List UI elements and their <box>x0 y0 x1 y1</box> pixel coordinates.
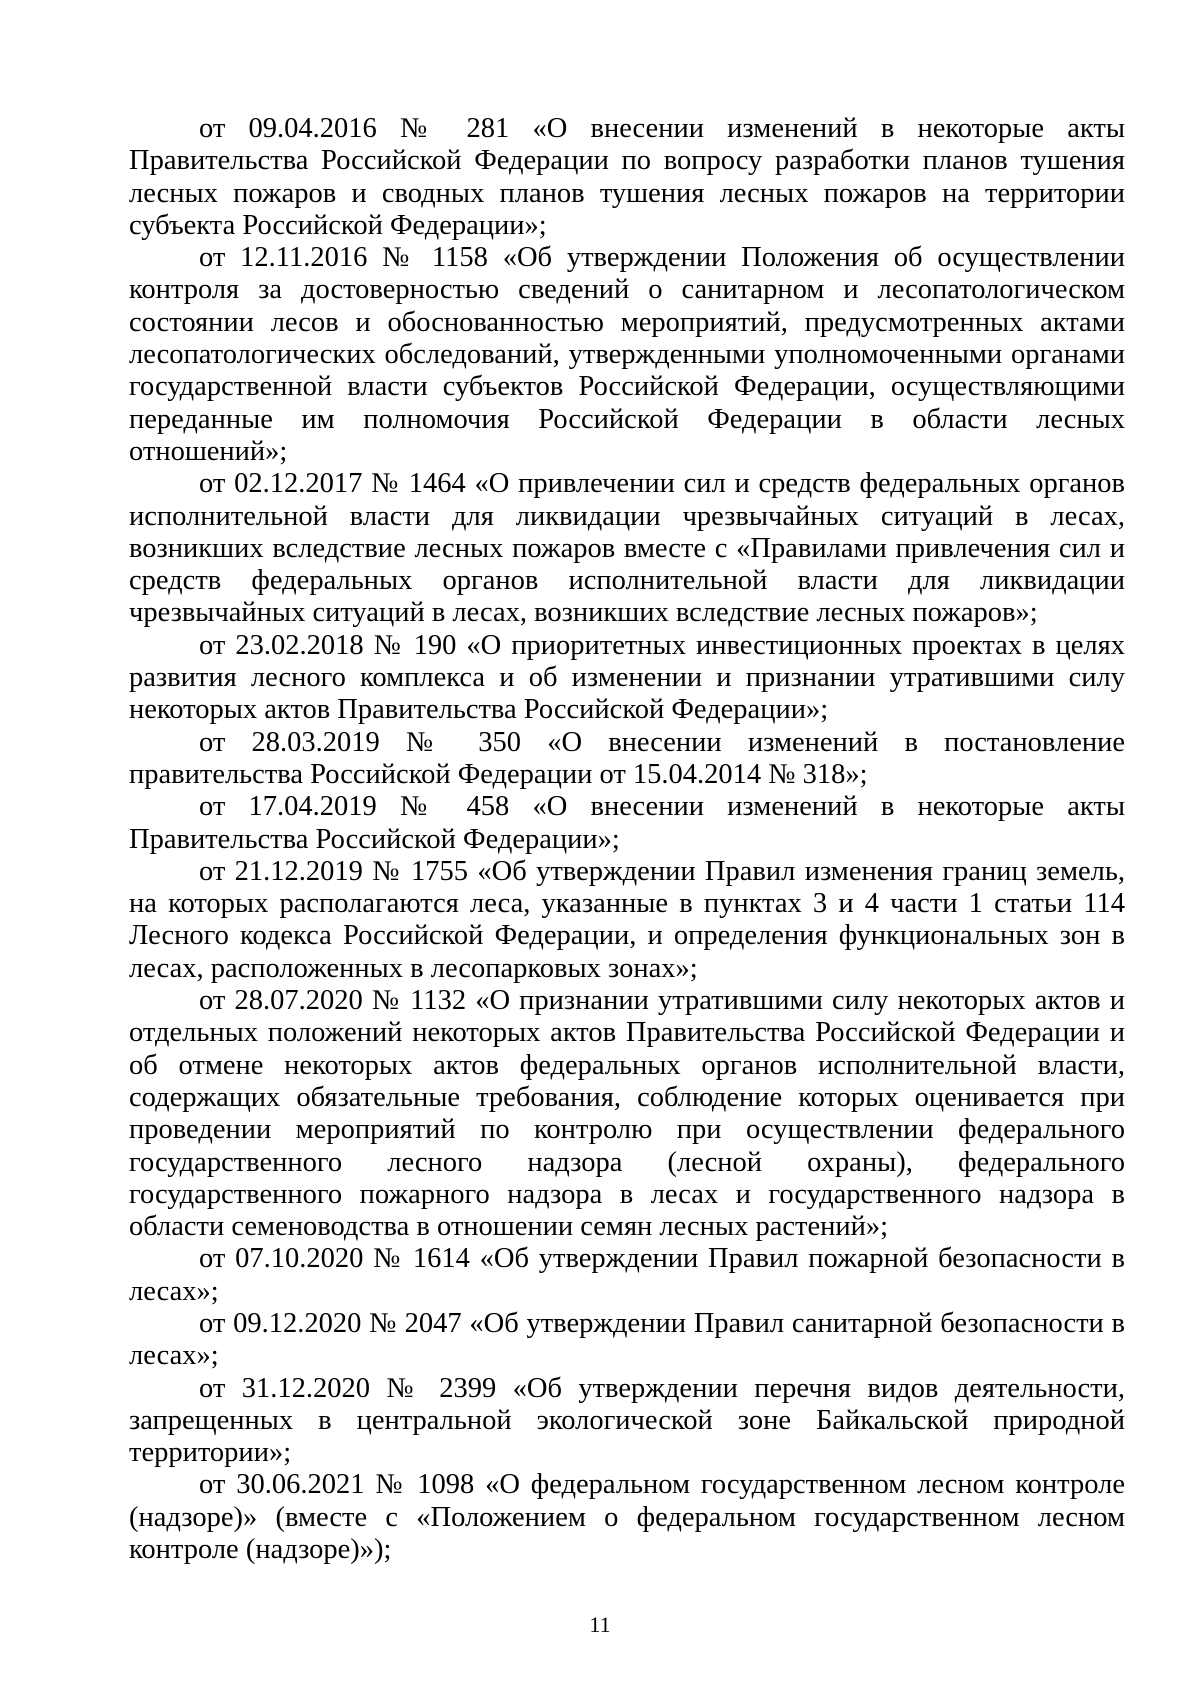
paragraph-resolution-1464: от 02.12.2017 № 1464 «О привлечении сил и средств федеральных органов исполнительной власти для ликвидации чрезвычайных ситуаций в лесах, возникших вследствие лесных пожаров вместе с «Правилами привлечения сил и средств федеральных органов исполнительной власти для ликвидации чрезвычайных ситуаций в лесах, возникших вследствие лесных пожаров»; <box>129 468 1125 629</box>
paragraph-resolution-190: от 23.02.2018 № 190 «О приоритетных инвестиционных проектах в целях развития лесного комплекса и об изменении и признании утратившими силу некоторых актов Правительства Российской Федерации»; <box>129 629 1125 726</box>
paragraph-resolution-2399: от 31.12.2020 № 2399 «Об утверждении перечня видов деятельности, запрещенных в центральной экологической зоне Байкальской природной территории»; <box>129 1372 1125 1469</box>
paragraph-resolution-1755: от 21.12.2019 № 1755 «Об утверждении Правил изменения границ земель, на которых располагаются леса, указанные в пунктах 3 и 4 части 1 статьи 114 Лесного кодекса Российской Федерации, и определения функциональных зон в лесах, расположенных в лесопарковых зонах»; <box>129 855 1125 984</box>
paragraph-resolution-1132: от 28.07.2020 № 1132 «О признании утратившими силу некоторых актов и отдельных положений некоторых актов Правительства Российской Федерации и об отмене некоторых актов федеральных органов исполнительной власти, содержащих обязательные требования, соблюдение которых оценивается при проведении мероприятий по контролю при осуществлении федерального государственного лесного надзора (лесной охраны), федерального государственного пожарного надзора в лесах и государственного надзора в области семеноводства в отношении семян лесных растений»; <box>129 985 1125 1243</box>
document-body <box>129 113 1125 1566</box>
paragraph-resolution-350: от 28.03.2019 № 350 «О внесении изменений в постановление правительства Российской Федерации от 15.04.2014 № 318»; <box>129 726 1125 790</box>
paragraph-resolution-281: от 09.04.2016 № 281 «О внесении изменений в некоторые акты Правительства Российской Федерации по вопросу разработки планов тушения лесных пожаров и сводных планов тушения лесных пожаров на территории субъекта Российской Федерации»; <box>129 113 1125 241</box>
paragraph-resolution-1614: от 07.10.2020 № 1614 «Об утверждении Правил пожарной безопасности в лесах»; <box>129 1243 1125 1307</box>
paragraph-resolution-2047: от 09.12.2020 № 2047 «Об утверждении Правил санитарной безопасности в лесах»; <box>129 1307 1125 1372</box>
paragraph-resolution-1158: от 12.11.2016 № 1158 «Об утверждении Положения об осуществлении контроля за достоверностью сведений о санитарном и лесопатологическом состоянии лесов и обоснованностью мероприятий, предусмотренных актами лесопатологических обследований, утвержденными уполномоченными органами государственной власти субъектов Российской Федерации, осуществляющими переданные им полномочия Российской Федерации в области лесных отношений»; <box>129 242 1125 467</box>
page-number: 11 <box>589 1612 611 1637</box>
paragraph-resolution-1098: от 30.06.2021 № 1098 «О федеральном государственном лесном контроле (надзоре)» (вместе с «Положением о федеральном государственном лесном контроле (надзоре)»); <box>129 1469 1125 1566</box>
paragraph-resolution-458: от 17.04.2019 № 458 «О внесении изменений в некоторые акты Правительства Российской Федерации»; <box>129 791 1125 855</box>
